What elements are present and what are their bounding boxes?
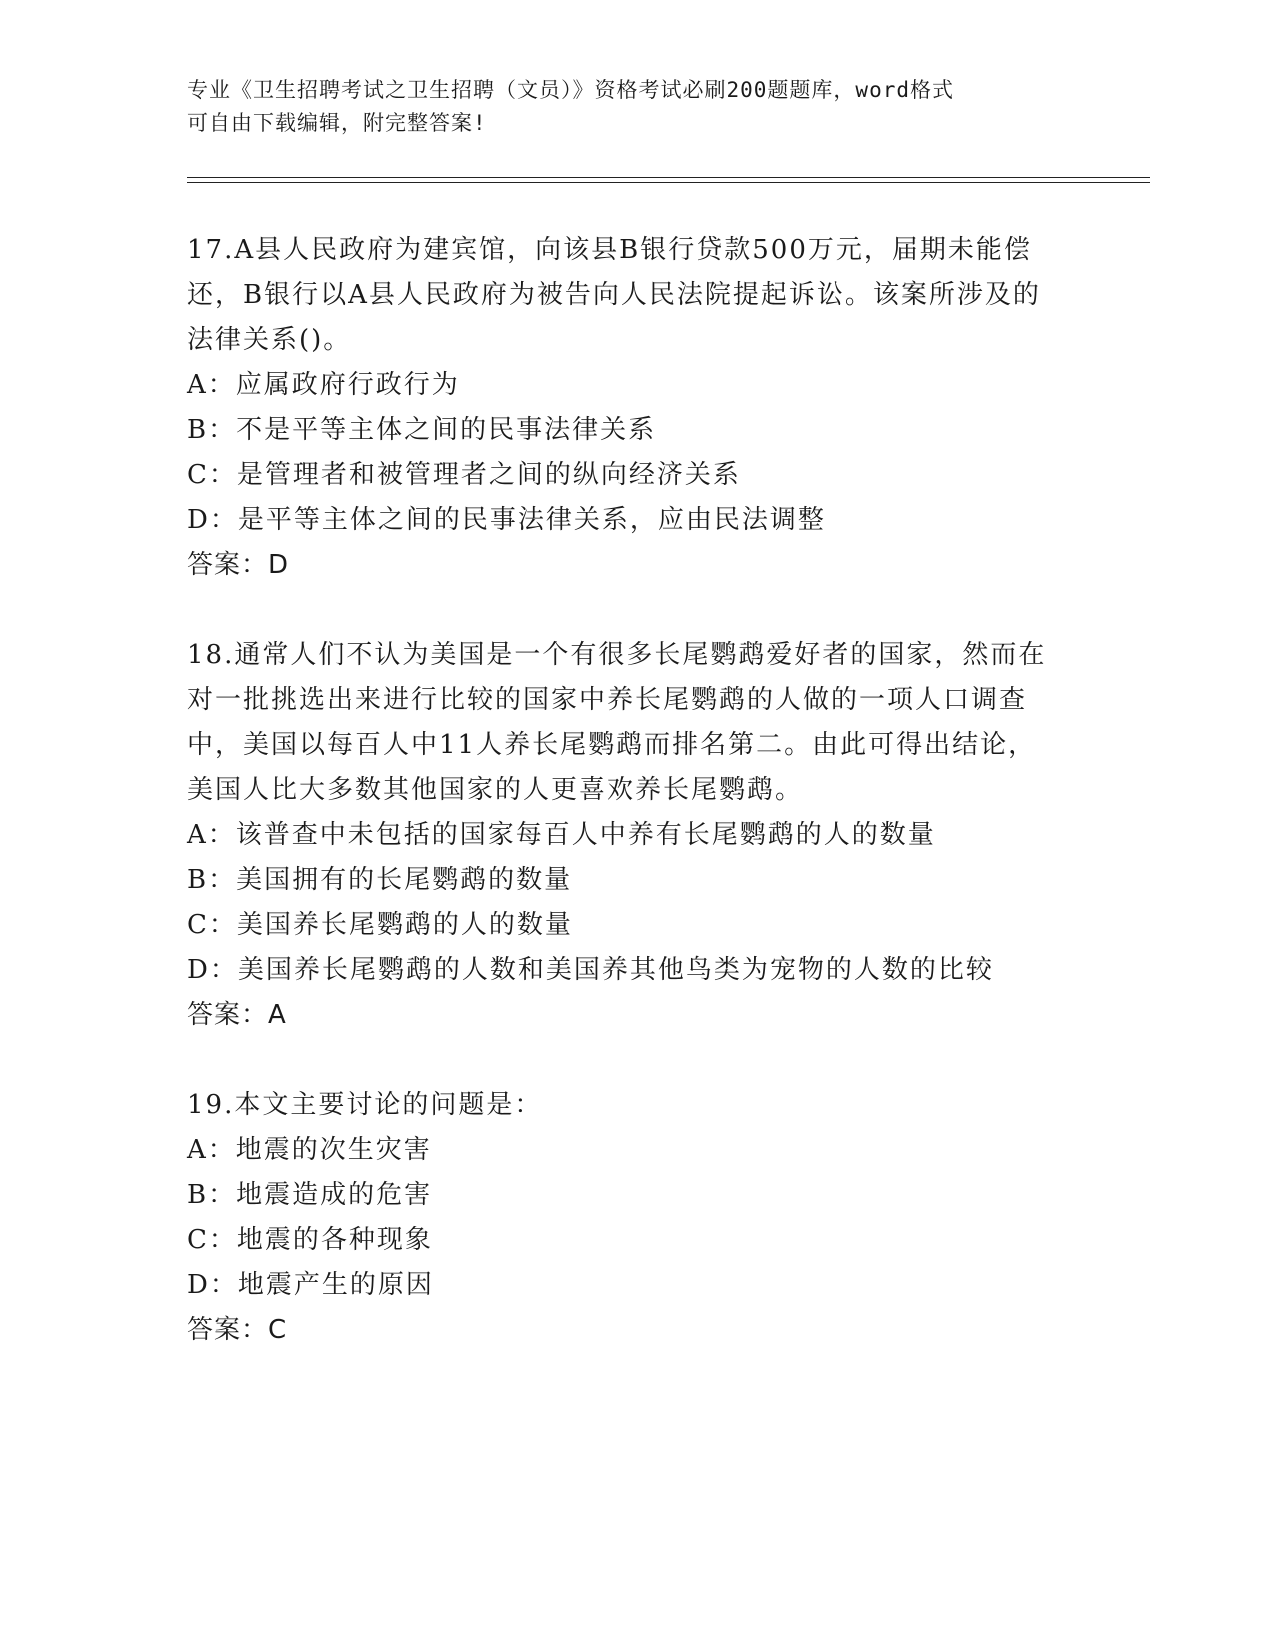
option-a: A：应属政府行政行为 — [187, 370, 460, 400]
option-d: D：地震产生的原因 — [187, 1270, 434, 1300]
option-a: A：该普查中未包括的国家每百人中养有长尾鹦鹉的人的数量 — [187, 820, 936, 850]
document-header — [187, 74, 1087, 140]
question-stem-line: 19.本文主要讨论的问题是： — [187, 1090, 543, 1120]
answer-key: 答案：D — [187, 550, 290, 580]
option-c: C：美国养长尾鹦鹉的人的数量 — [187, 910, 573, 940]
answer-key: 答案：A — [187, 1000, 287, 1030]
option-d: D：美国养长尾鹦鹉的人数和美国养其他鸟类为宠物的人数的比较 — [187, 955, 994, 985]
option-b: B：不是平等主体之间的民事法律关系 — [187, 415, 657, 445]
question-list — [187, 228, 1087, 1398]
question-stem-line: 17.A县人民政府为建宾馆，向该县B银行贷款500万元，届期未能偿 — [187, 235, 1032, 265]
header-line-2: 可自由下载编辑，附完整答案! — [187, 111, 487, 135]
option-a: A：地震的次生灾害 — [187, 1135, 432, 1165]
option-c: C：地震的各种现象 — [187, 1225, 433, 1255]
question-stem-line: 美国人比大多数其他国家的人更喜欢养长尾鹦鹉。 — [187, 775, 804, 805]
question-stem-line: 中，美国以每百人中11人养长尾鹦鹉而排名第二。由此可得出结论， — [187, 730, 1037, 760]
header-divider-top — [187, 177, 1150, 178]
question-17 — [187, 228, 1087, 588]
answer-key: 答案：C — [187, 1315, 288, 1345]
question-stem-line: 法律关系()。 — [187, 325, 352, 355]
header-line-1: 专业《卫生招聘考试之卫生招聘（文员）》资格考试必刷200题题库，word格式 — [187, 78, 954, 102]
option-c: C：是管理者和被管理者之间的纵向经济关系 — [187, 460, 741, 490]
question-18 — [187, 633, 1087, 1038]
question-19 — [187, 1083, 1087, 1353]
question-stem-line: 还，B银行以A县人民政府为被告向人民法院提起诉讼。该案所涉及的 — [187, 280, 1041, 310]
header-divider-bottom — [187, 182, 1150, 183]
option-d: D：是平等主体之间的民事法律关系，应由民法调整 — [187, 505, 826, 535]
question-stem-line: 18.通常人们不认为美国是一个有很多长尾鹦鹉爱好者的国家，然而在 — [187, 640, 1047, 670]
question-stem-line: 对一批挑选出来进行比较的国家中养长尾鹦鹉的人做的一项人口调查 — [187, 685, 1028, 715]
option-b: B：美国拥有的长尾鹦鹉的数量 — [187, 865, 573, 895]
option-b: B：地震造成的危害 — [187, 1180, 433, 1210]
